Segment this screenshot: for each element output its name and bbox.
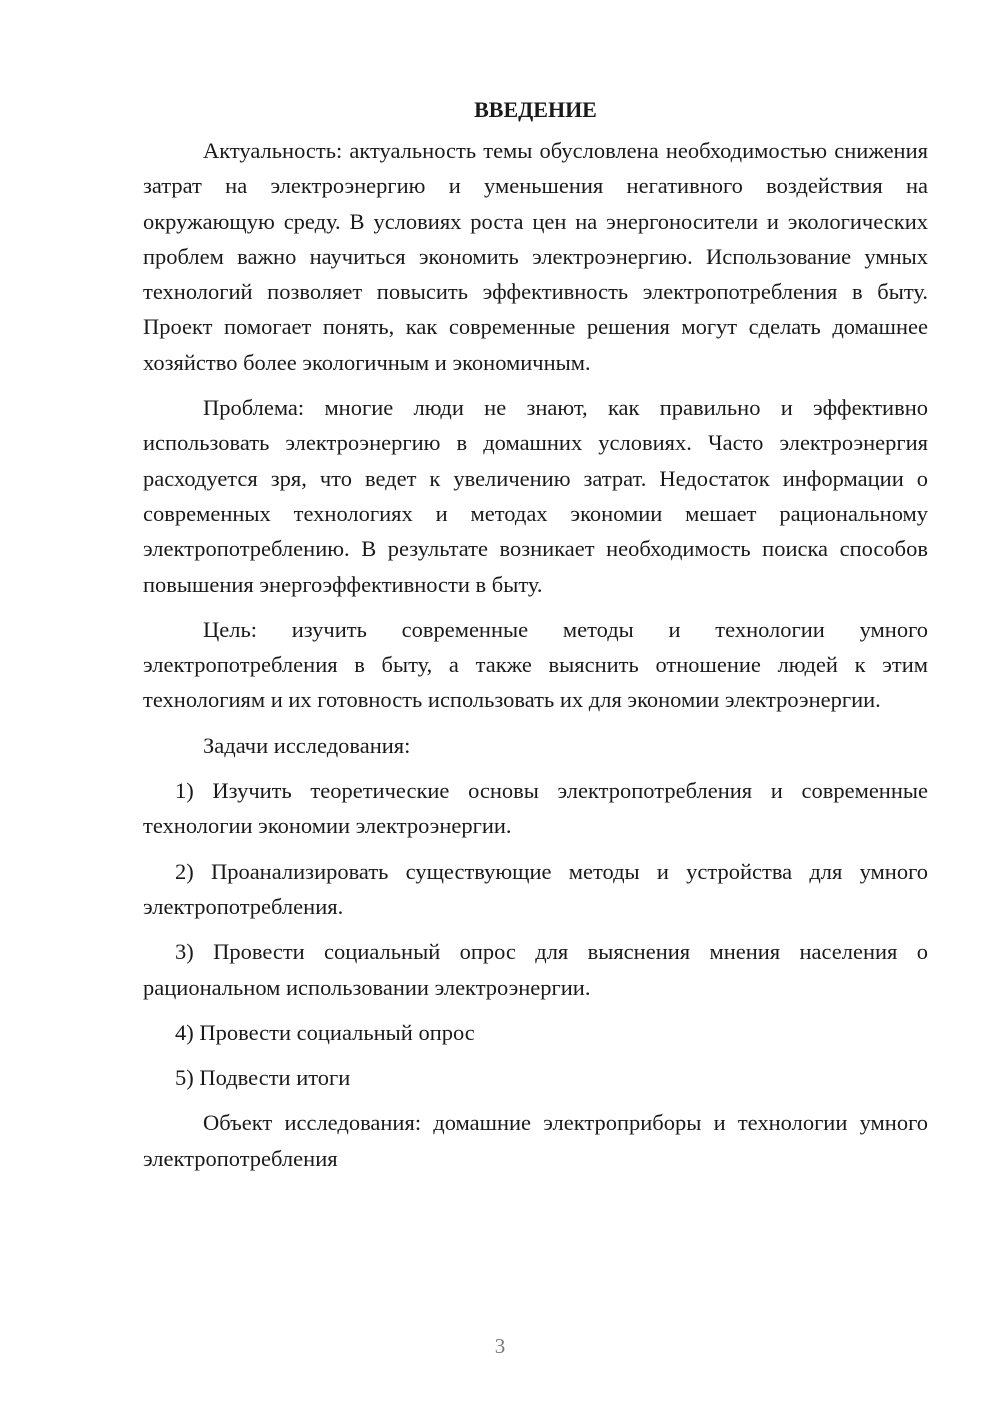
task-item-1: 1) Изучить теоретические основы электропотребления и современные технологии экономии электроэнергии.: [143, 778, 928, 839]
tasks-heading: Задачи исследования:: [203, 732, 411, 758]
task-item-3: 3) Провести социальный опрос для выяснения мнения населения о рациональном использовании электроэнергии.: [143, 939, 928, 1000]
relevance-paragraph: Актуальность: актуальность темы обусловлена необходимостью снижения затрат на электроэнергию и уменьшения негативного воздействия на окружающую среду. В условиях роста цен на энергоносители и экологических проблем важно научиться экономить электроэнергию. Использование умных технологий позволяет повысить эффективность электропотребления в быту. Проект помогает понять, как современные решения могут сделать домашнее хозяйство более экологичным и экономичным.: [143, 138, 928, 375]
task-item-5: 5) Подвести итоги: [175, 1065, 351, 1091]
task-item-2: 2) Проанализировать существующие методы и устройства для умного электропотребления.: [143, 858, 928, 919]
task-item-4: 4) Провести социальный опрос: [175, 1019, 475, 1045]
problem-paragraph: Проблема: многие люди не знают, как правильно и эффективно использовать электроэнергию в домашних условиях. Часто электроэнергия расходуется зря, что ведет к увеличению затрат. Недостаток информации о современных технологиях и методах экономии мешает рациональному электропотреблению. В результате возникает необходимость поиска способов повышения энергоэффективности в быту.: [143, 395, 928, 597]
document-page: [143, 93, 928, 1186]
object-paragraph: Объект исследования: домашние электроприборы и технологии умного электропотребления: [143, 1110, 928, 1171]
goal-paragraph: Цель: изучить современные методы и технологии умного электропотребления в быту, а также выяснить отношение людей к этим технологиям и их готовность использовать их для экономии электроэнергии.: [143, 616, 928, 713]
page-number: 3: [494, 1334, 506, 1358]
page-title: ВВЕДЕНИЕ: [474, 97, 597, 122]
